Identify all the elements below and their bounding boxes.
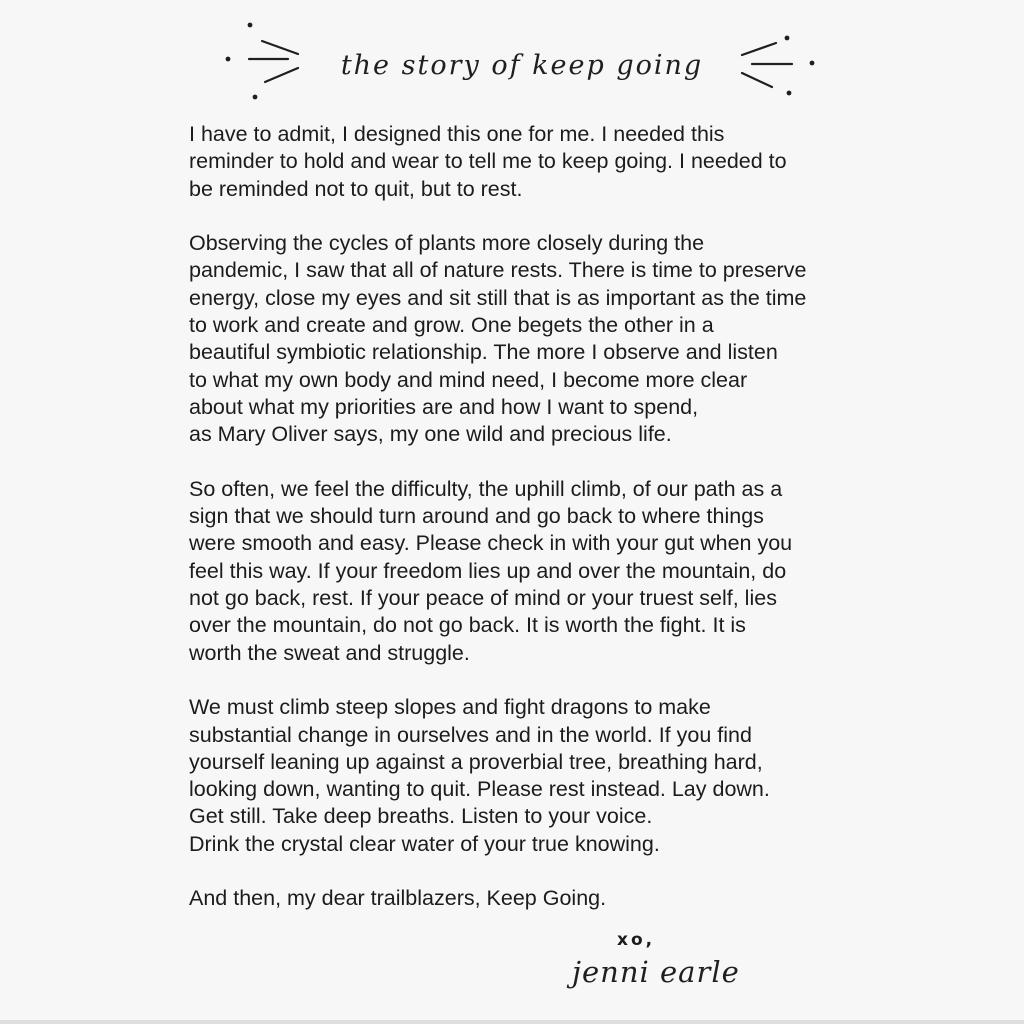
letter-body bbox=[189, 121, 869, 940]
page-title: the story of keep going bbox=[340, 50, 704, 81]
signature: jenni earle bbox=[572, 955, 740, 989]
text-line: Drink the crystal clear water of your true knowing. bbox=[189, 831, 660, 856]
closing-text: xo, bbox=[617, 930, 656, 950]
text-line: about what my priorities are and how I want to spend, bbox=[189, 394, 699, 419]
text-line: So often, we feel the difficulty, the uphill climb, of our path as a bbox=[189, 476, 783, 501]
text-line: substantial change in ourselves and in the world. If you find bbox=[189, 722, 752, 747]
text-line: over the mountain, do not go back. It is worth the fight. It is bbox=[189, 613, 746, 638]
text-line: reminder to hold and wear to tell me to keep going. I needed to bbox=[189, 149, 787, 174]
text-line: to work and create and grow. One begets the other in a bbox=[189, 313, 714, 338]
header bbox=[0, 12, 1024, 112]
text-line: beautiful symbiotic relationship. The more I observe and listen bbox=[189, 340, 778, 365]
paragraph bbox=[189, 230, 869, 448]
text-line: Get still. Take deep breaths. Listen to your voice. bbox=[189, 804, 653, 829]
paragraph bbox=[189, 885, 869, 912]
paragraph bbox=[189, 476, 869, 667]
text-line: looking down, wanting to quit. Please rest instead. Lay down. bbox=[189, 777, 770, 802]
divider bbox=[0, 1020, 1024, 1024]
text-line: to what my own body and mind need, I become more clear bbox=[189, 367, 748, 392]
text-line: yourself leaning up against a proverbial tree, breathing hard, bbox=[189, 749, 763, 774]
text-line: And then, my dear trailblazers, Keep Going. bbox=[189, 886, 607, 911]
text-line: sign that we should turn around and go back to where things bbox=[189, 504, 764, 529]
text-line: as Mary Oliver says, my one wild and precious life. bbox=[189, 422, 672, 447]
paragraph bbox=[189, 121, 869, 203]
paragraph bbox=[189, 694, 869, 858]
text-line: Observing the cycles of plants more closely during the bbox=[189, 231, 705, 256]
text-line: energy, close my eyes and sit still that is as important as the time bbox=[189, 285, 807, 310]
text-line: not go back, rest. If your peace of mind or your truest self, lies bbox=[189, 586, 777, 611]
text-line: worth the sweat and struggle. bbox=[189, 640, 470, 665]
text-line: I have to admit, I designed this one for me. I needed this bbox=[189, 122, 725, 146]
text-line: pandemic, I saw that all of nature rests. There is time to preserve bbox=[189, 258, 807, 283]
text-line: were smooth and easy. Please check in with your gut when you bbox=[189, 531, 793, 556]
text-line: feel this way. If your freedom lies up and over the mountain, do bbox=[189, 558, 787, 583]
text-line: be reminded not to quit, but to rest. bbox=[189, 176, 523, 201]
text-line: We must climb steep slopes and fight dragons to make bbox=[189, 695, 711, 720]
